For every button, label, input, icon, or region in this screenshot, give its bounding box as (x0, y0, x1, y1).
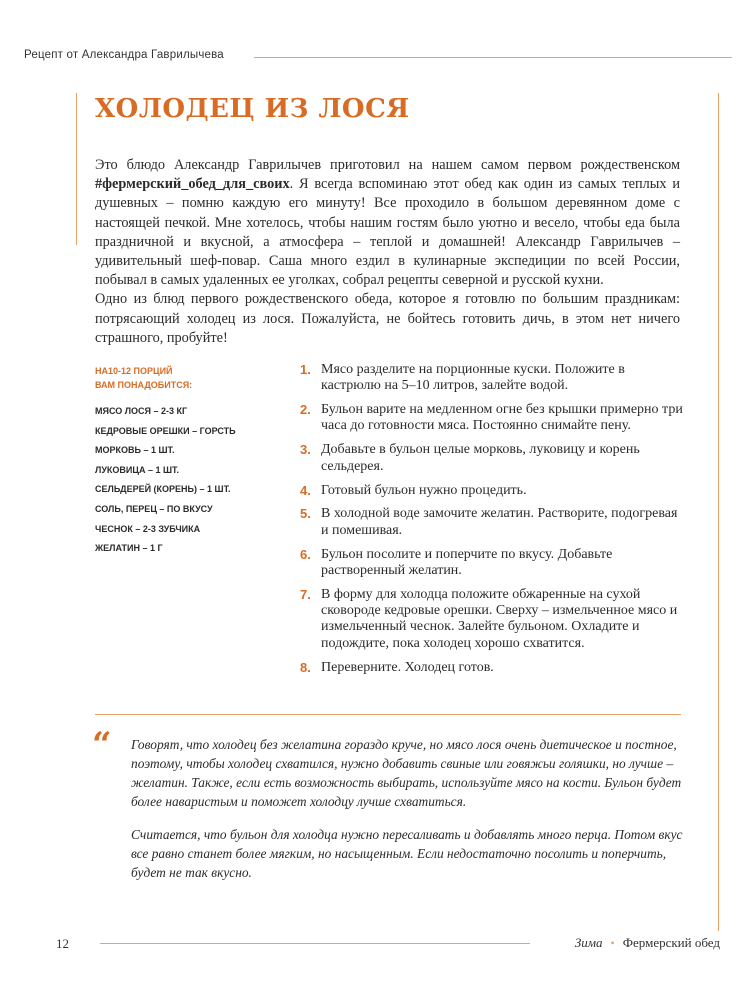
page-number: 12 (56, 936, 69, 951)
recipe-title: ХОЛОДЕЦ ИЗ ЛОСЯ (95, 94, 410, 124)
step-item: 6. Бульон посолите и поперчите по вкусу. Добавьте растворенный желатин. (300, 546, 613, 578)
step-item: 7. В форму для холодца положите обжаренные на сухой сковороде кедровые орешки. Сверху – измельченное мясо и измельченный чеснок. Залейте бульоном. Охладите и подождите, пока холодец хорошо схватится. (300, 586, 678, 651)
ingredient-item: СОЛЬ, ПЕРЕЦ – ПО ВКУСУ (95, 503, 213, 514)
quote-mark-icon: “ (92, 725, 112, 765)
ingredients-list (95, 402, 280, 559)
ingredient-item: ЧЕСНОК – 2-3 ЗУБЧИКА (95, 523, 201, 534)
step-number: 8. (300, 659, 311, 675)
frame-left-line (76, 93, 77, 245)
ingredient-item: СЕЛЬДЕРЕЙ (КОРЕНЬ) – 1 ШТ. (95, 484, 231, 495)
step-number: 6. (300, 546, 311, 562)
steps-list (300, 362, 685, 684)
intro-text (95, 156, 680, 348)
ingredient-item: ЖЕЛАТИН – 1 Г (95, 543, 163, 554)
running-header: Рецепт от Александра Гаврилычева (24, 49, 224, 61)
chef-quote (131, 735, 683, 896)
footer-section (575, 935, 720, 951)
ingredient-item: КЕДРОВЫЕ ОРЕШКИ – ГОРСТЬ (95, 425, 236, 436)
step-number: 1. (300, 362, 311, 377)
footer-book-title: Фермерский обед (622, 935, 720, 950)
quote-divider (95, 714, 681, 715)
step-number: 7. (300, 586, 311, 602)
intro-paragraph-2: Одно из блюд первого рождественского обеда, которое я готовлю по большим праздникам: потрясающий холодец из лося. Пожалуйста, не бойтесь готовить дичь, в этом нет ничего страшного, пробуйте! (95, 291, 680, 346)
step-item: 3. Добавьте в бульон целые морковь, луковицу и корень сельдерея. (300, 442, 640, 474)
ingredients-block (95, 364, 280, 559)
ingredient-item: ЛУКОВИЦА – 1 ШТ. (95, 464, 179, 475)
step-item: 5. В холодной воде замочите желатин. Растворите, подогревая и помешивая. (300, 506, 678, 538)
step-item: 1. Мясо разделите на порционные куски. Положите в кастрюлю на 5–10 литров, залейте водой. (300, 362, 625, 394)
step-number: 2. (300, 402, 311, 418)
step-number: 5. (300, 506, 311, 522)
step-number: 3. (300, 442, 311, 458)
step-number: 4. (300, 482, 311, 498)
bullet-dot-icon: • (610, 935, 615, 950)
frame-right-line (718, 93, 719, 931)
footer-season: Зима (574, 935, 603, 950)
ingredient-item: МОРКОВЬ – 1 ШТ. (95, 445, 175, 456)
header-divider (254, 57, 732, 58)
step-item: 2. Бульон варите на медленном огне без крышки примерно три часа до готовности мяса. Постоянно снимайте пену. (300, 402, 683, 434)
step-item: 8. Переверните. Холодец готов. (300, 659, 494, 675)
hashtag: #фермерский_обед_для_своих (95, 176, 290, 193)
quote-paragraph-2: Считается, что бульон для холодца нужно пересаливать и добавлять много перца. Потом вкус все равно станет более мягким, но насыщенным. Если недостаточно посолить и поперчить, будет не так вкусно. (131, 827, 683, 880)
quote-paragraph-1: Говорят, что холодец без желатина гораздо круче, но мясо лося очень диетическое и постное, поэтому, чтобы холодец схватился, нужно добавить свиные или говяжьи голяшки, но лучше – желатин. Также, если есть возможность выбирать, используйте мясо на кости. Бульон будет более наваристым и поможет холодцу лучше схватиться. (131, 737, 682, 809)
footer-divider (100, 943, 530, 944)
intro-paragraph-1: Это блюдо Александр Гаврилычев приготовил на нашем самом первом рождественском #фермерский_обед_для_своих. Я всегда вспоминаю этот обед как один из самых теплых и душевных – помню каждую его минуту! Все проходило в большом деревянном доме с настоящей печкой. Мне хотелось, чтобы нашим гостям было уютно и весело, чтобы еда была праздничной и вкусной, а атмосфера – теплой и домашней! Александр Гаврилычев – удивительный шеф-повар. Саша много ездил в кулинарные экспедиции по всей России, побывал в самых удаленных ее уголках, собрал рецепты северной и русской кухни. (95, 157, 680, 289)
ingredient-item: МЯСО ЛОСЯ – 2-3 КГ (95, 406, 188, 416)
ingredients-title: НА10-12 ПОРЦИЙ ВАМ ПОНАДОБИТСЯ: (95, 366, 193, 390)
step-item: 4. Готовый бульон нужно процедить. (300, 482, 527, 498)
